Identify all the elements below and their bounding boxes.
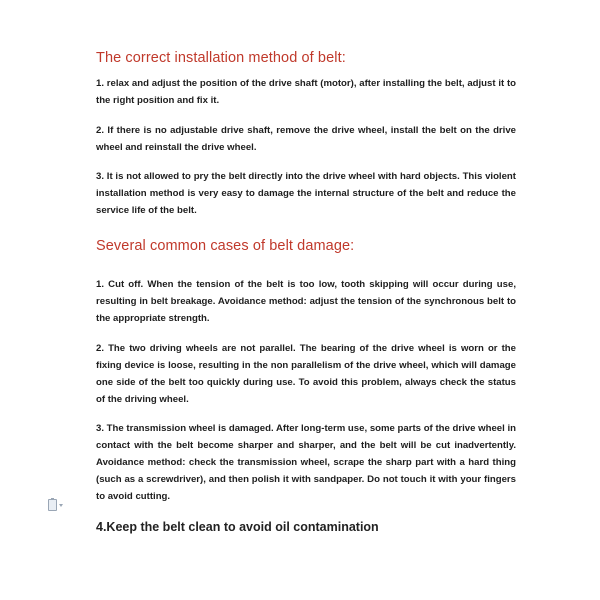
installation-step-1: 1. relax and adjust the position of the drive shaft (motor), after installing the belt, adjust it to the right position and fix it.: [96, 78, 516, 106]
damage-case-1: 1. Cut off. When the tension of the belt is too low, tooth skipping will occur during use, resulting in belt breakage. Avoidance method: adjust the tension of the synchronous belt to the appropriate strength.: [96, 279, 516, 324]
section-heading-damage: Several common cases of belt damage:: [96, 238, 355, 254]
installation-step-3: 3. It is not allowed to pry the belt directly into the drive wheel with hard objects. This violent installation method is very easy to damage the internal structure of the belt and reduce the service life of the belt.: [96, 171, 516, 216]
clipboard-icon: [48, 499, 57, 511]
chevron-down-icon: [59, 504, 63, 507]
installation-step-2: 2. If there is no adjustable drive shaft, remove the drive wheel, install the belt on the drive wheel and reinstall the drive wheel.: [96, 125, 516, 153]
damage-case-2: 2. The two driving wheels are not parallel. The bearing of the drive wheel is worn or the fixing device is loose, resulting in the non parallelism of the drive wheel, which will damage one side of the belt too quickly during use. To avoid this problem, always check the status of the driving wheel.: [96, 343, 516, 405]
section-heading-installation: The correct installation method of belt:: [96, 50, 346, 66]
damage-case-3: 3. The transmission wheel is damaged. After long-term use, some parts of the drive wheel in contact with the belt become sharper and sharper, and the belt will be cut inadvertently. Avoidance method: check the transmission wheel, scrape the sharp part with a hard thing (such as a screwdriver), and then polish it with sandpaper. Do not touch it with your fingers to avoid cutting.: [96, 423, 516, 502]
final-note: 4.Keep the belt clean to avoid oil contamination: [96, 520, 379, 534]
paste-options-icon[interactable]: [48, 498, 66, 512]
